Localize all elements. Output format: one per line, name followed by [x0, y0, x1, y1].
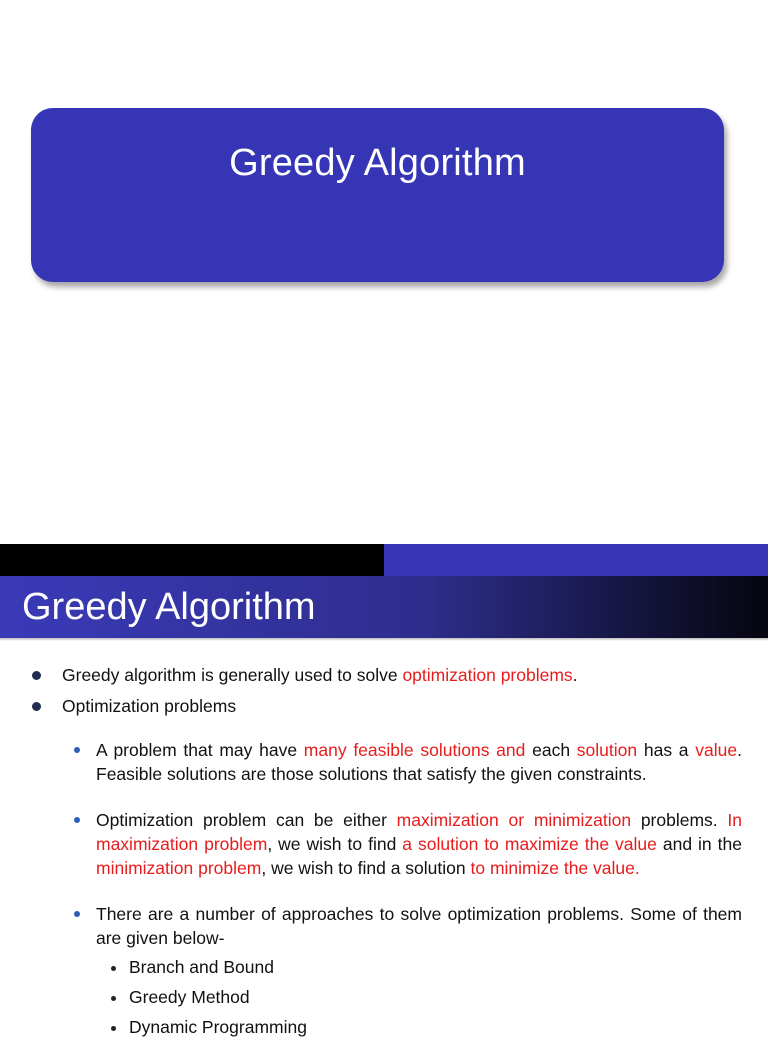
highlight-text: maximization or minimization [396, 810, 632, 830]
top-bar-black [0, 544, 384, 576]
top-bar-blue [384, 544, 768, 576]
approach-label: Branch and Bound [129, 957, 274, 977]
bullet-dot-icon [111, 966, 116, 971]
approach-label: Dynamic Programming [129, 1017, 307, 1037]
highlight-text: many feasible solutions and [303, 740, 526, 760]
bullet-dot-icon [32, 671, 41, 680]
text-part: , we wish to find [267, 834, 403, 854]
highlight-text: solution [576, 740, 638, 760]
bullet-dot-icon [74, 911, 80, 917]
text-part: Optimization problem can be either [96, 810, 397, 830]
text-part: There are a number of approaches to solve optimization problems. Some of them are given below- [96, 904, 742, 948]
text-part: has a [637, 740, 696, 760]
header-bar [0, 576, 768, 638]
highlight-text: value [695, 740, 738, 760]
title-box [31, 108, 724, 282]
highlight-text: to minimize the value. [470, 858, 640, 878]
bullet-dot-icon [74, 817, 80, 823]
sub-bullet-2 [96, 808, 742, 880]
text-part: each [525, 740, 577, 760]
text-part: problems. [631, 810, 728, 830]
text-part: Optimization problems [62, 696, 237, 716]
highlight-text: a solution to maximize the value [402, 834, 657, 854]
sub-bullet-1 [96, 738, 742, 786]
approach-item [129, 987, 250, 1008]
highlight-text: optimization problems [402, 665, 573, 685]
text-part: Greedy algorithm is generally used to solve [62, 665, 403, 685]
bullet-dot-icon [111, 1026, 116, 1031]
bullet-dot-icon [111, 996, 116, 1001]
bullet-1 [62, 665, 578, 686]
text-part: . Feasible solutions are those solutions that satisfy the given constraints. [96, 740, 742, 784]
highlight-text: minimization problem [96, 858, 262, 878]
sub-bullet-3 [96, 902, 742, 950]
bullet-dot-icon [32, 702, 41, 711]
text-part: A problem that may have [96, 740, 304, 760]
content-slide [0, 544, 768, 1037]
approach-label: Greedy Method [129, 987, 250, 1007]
header-shadow [0, 638, 768, 641]
bullet-dot-icon [74, 747, 80, 753]
approach-item [129, 1017, 307, 1038]
text-part: , we wish to find a solution [261, 858, 471, 878]
approach-item [129, 957, 274, 978]
text-part: and in the [656, 834, 742, 854]
text-part: . [572, 665, 578, 685]
bullet-2 [62, 696, 236, 717]
highlight-text: In maximization problem [96, 810, 743, 854]
slide-title: Greedy Algorithm [229, 142, 526, 184]
slide-header: Greedy Algorithm [22, 586, 316, 628]
